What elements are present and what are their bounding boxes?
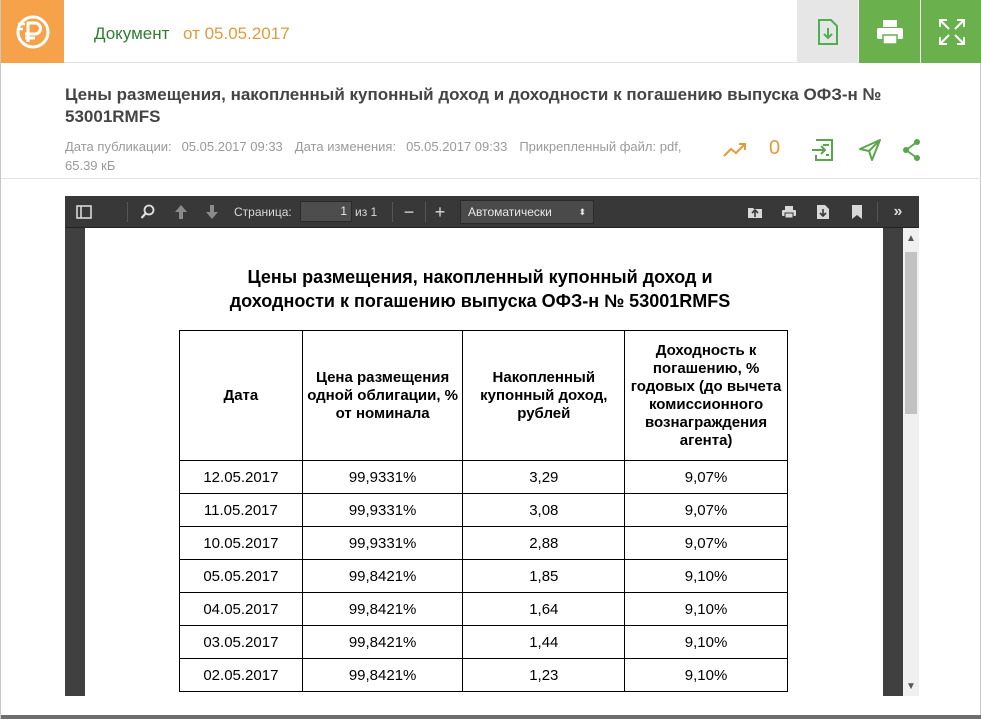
cell-coupon: 3,08	[463, 494, 625, 527]
cell-date: 10.05.2017	[180, 527, 303, 560]
scroll-down-icon[interactable]: ▼	[906, 680, 916, 692]
cell-yield: 9,07%	[625, 527, 788, 560]
open-file-button[interactable]	[746, 203, 764, 221]
cell-yield: 9,07%	[625, 461, 788, 494]
next-page-button[interactable]	[203, 203, 221, 221]
cell-coupon: 1,44	[463, 626, 625, 659]
trend-icon	[722, 138, 748, 160]
fullscreen-button[interactable]	[921, 0, 981, 63]
cell-yield: 9,07%	[625, 494, 788, 527]
pdf-scroll-area[interactable]	[65, 228, 919, 696]
print-button[interactable]	[859, 0, 920, 63]
pdf-page	[85, 228, 883, 696]
pdf-title-line: Цены размещения, накопленный купонный доход и	[247, 267, 713, 287]
scrollbar-thumb[interactable]	[905, 252, 917, 414]
zoom-select[interactable]	[460, 200, 594, 224]
sidebar-toggle-icon	[76, 205, 92, 219]
cell-date: 04.05.2017	[180, 593, 303, 626]
column-header-yield: Доходность к погашению, % годовых (до вычета комиссионного вознаграждения агента)	[625, 331, 788, 461]
pdf-title-line: доходности к погашению выпуска ОФЗ-н № 53001RMFS	[229, 291, 731, 311]
publication-date-value: 05.05.2017 09:33	[181, 139, 283, 154]
previous-page-button[interactable]	[172, 203, 190, 221]
find-button[interactable]	[139, 203, 157, 221]
document-date: от 05.05.2017	[183, 24, 290, 43]
table-row	[180, 659, 788, 692]
table-row	[180, 626, 788, 659]
pdf-toolbar	[65, 196, 919, 228]
print-icon	[781, 205, 797, 219]
cell-price: 99,8421%	[302, 659, 463, 692]
toolbar-separator	[392, 202, 393, 222]
arrow-down-icon	[205, 204, 219, 220]
logo[interactable]	[1, 0, 64, 63]
cell-date: 12.05.2017	[180, 461, 303, 494]
toolbar-separator	[127, 202, 128, 222]
column-header-coupon: Накопленный купонный доход, рублей	[463, 331, 625, 461]
cell-yield: 9,10%	[625, 560, 788, 593]
print-icon	[875, 18, 905, 46]
table-row	[180, 560, 788, 593]
search-icon	[140, 204, 156, 220]
top-bar	[1, 0, 981, 63]
cell-date: 11.05.2017	[180, 494, 303, 527]
column-header-date: Дата	[180, 331, 303, 461]
cell-price: 99,8421%	[302, 626, 463, 659]
table-row	[180, 494, 788, 527]
modification-date-value: 05.05.2017 09:33	[406, 139, 508, 154]
toolbar-separator	[425, 202, 426, 222]
document-meta	[65, 137, 705, 175]
modification-date-label: Дата изменения:	[294, 139, 397, 154]
fullscreen-icon	[937, 17, 967, 47]
send-icon	[858, 138, 882, 162]
prices-table	[179, 330, 788, 692]
cell-yield: 9,10%	[625, 659, 788, 692]
updown-caret-icon: ⬍	[578, 207, 586, 217]
pdf-viewer	[65, 196, 919, 696]
send-button[interactable]	[858, 138, 882, 162]
cell-coupon: 1,23	[463, 659, 625, 692]
attached-file-label: Прикрепленный файл:	[519, 139, 657, 154]
table-row	[180, 527, 788, 560]
cell-coupon: 1,64	[463, 593, 625, 626]
bookmark-button[interactable]	[848, 203, 866, 221]
export-button[interactable]	[810, 138, 836, 162]
minus-icon: −	[403, 201, 415, 222]
cell-yield: 9,10%	[625, 593, 788, 626]
ruble-sign-icon	[13, 12, 53, 52]
trend-button[interactable]	[722, 138, 748, 162]
pdf-print-button[interactable]	[780, 203, 798, 221]
page-label: Страница:	[234, 205, 292, 219]
cell-coupon: 1,85	[463, 560, 625, 593]
bottom-border	[1, 715, 981, 719]
export-icon	[810, 138, 836, 162]
open-file-icon	[747, 205, 763, 219]
toolbar-separator	[877, 202, 878, 222]
cell-price: 99,9331%	[302, 494, 463, 527]
cell-price: 99,9331%	[302, 461, 463, 494]
tools-menu-button[interactable]	[889, 203, 907, 221]
bookmark-icon	[851, 204, 863, 220]
share-icon	[902, 138, 922, 162]
zoom-select-value: Автоматически	[468, 205, 552, 219]
table-row	[180, 593, 788, 626]
table-row	[180, 461, 788, 494]
scroll-up-icon[interactable]: ▲	[906, 232, 916, 244]
document-label: Документ	[94, 24, 170, 43]
vertical-scrollbar[interactable]	[903, 228, 919, 696]
pdf-download-button[interactable]	[814, 203, 832, 221]
table-header-row	[180, 331, 788, 461]
document-title: Цены размещения, накопленный купонный доход и доходности к погашению выпуска ОФЗ-н № 53001RMFS	[65, 85, 882, 126]
page-count: из 1	[355, 205, 378, 219]
attached-file-value[interactable]: pdf, 65.39 кБ	[65, 139, 682, 173]
sidebar-toggle-button[interactable]	[75, 203, 93, 221]
views-count: 0	[769, 137, 781, 159]
publication-date-label: Дата публикации:	[65, 139, 172, 154]
cell-coupon: 3,29	[463, 461, 625, 494]
download-button[interactable]	[797, 0, 858, 63]
divider	[1, 178, 981, 179]
plus-icon: +	[434, 201, 446, 222]
column-header-price: Цена размещения одной облигации, % от номинала	[302, 331, 463, 461]
cell-price: 99,8421%	[302, 560, 463, 593]
download-icon	[816, 18, 840, 46]
cell-coupon: 2,88	[463, 527, 625, 560]
cell-date: 05.05.2017	[180, 560, 303, 593]
cell-price: 99,8421%	[302, 593, 463, 626]
cell-price: 99,9331%	[302, 527, 463, 560]
arrow-up-icon	[174, 204, 188, 220]
cell-date: 02.05.2017	[180, 659, 303, 692]
download-icon	[816, 204, 830, 220]
share-button[interactable]	[902, 138, 922, 162]
double-chevron-right-icon: »	[893, 203, 903, 220]
zoom-in-button[interactable]	[432, 203, 448, 221]
zoom-out-button[interactable]	[401, 203, 417, 221]
cell-date: 03.05.2017	[180, 626, 303, 659]
pdf-title	[85, 265, 875, 313]
page-number-input[interactable]: 1	[300, 201, 352, 222]
cell-yield: 9,10%	[625, 626, 788, 659]
